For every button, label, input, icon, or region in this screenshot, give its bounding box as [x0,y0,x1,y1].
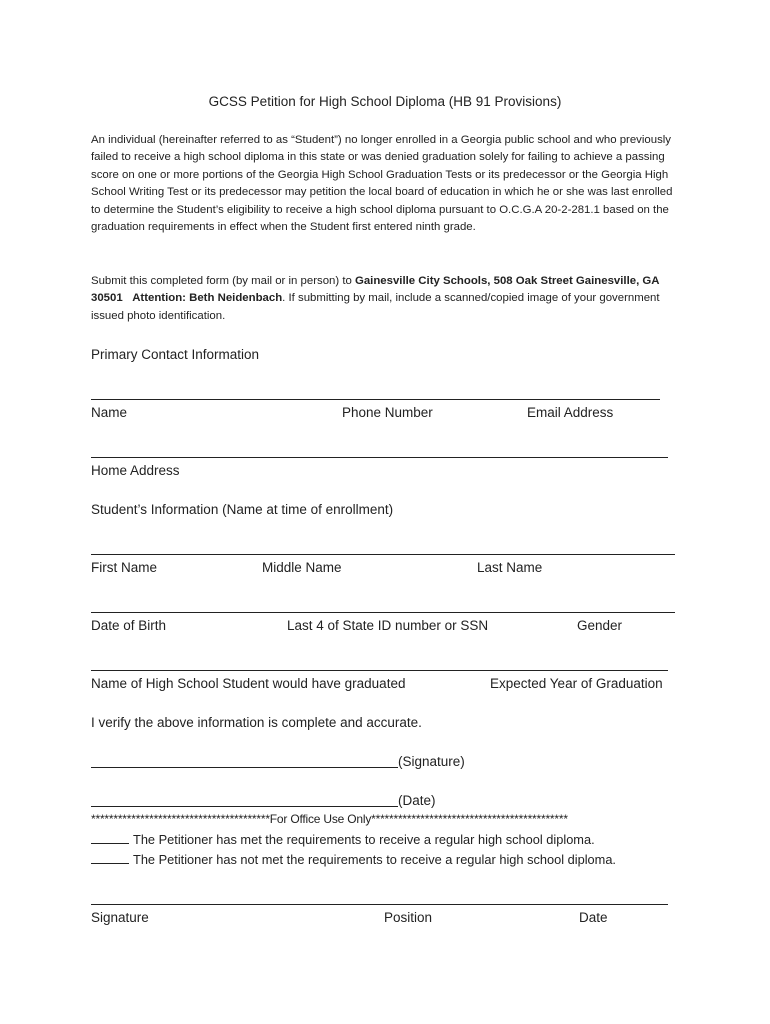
office-date-label: Date [579,910,608,925]
office-position-label: Position [384,910,433,925]
primary-contact-heading: Primary Contact Information [91,347,260,362]
option-not-met-blank[interactable] [91,853,129,864]
gender-label: Gender [577,618,623,633]
phone-label: Phone Number [342,405,433,420]
student-name-field[interactable] [91,554,675,555]
submit-prefix: Submit this completed form (by mail or in person) to [91,275,355,287]
first-name-label: First Name [91,560,158,575]
student-details-field[interactable] [91,612,675,613]
home-address-label: Home Address [91,463,180,478]
middle-name-label: Middle Name [262,560,342,575]
signature-label: (Signature) [398,754,465,769]
option-not-met-text: The Petitioner has not met the requirements to receive a regular high school diploma. [133,852,616,867]
name-label: Name [91,405,128,420]
school-field[interactable] [91,670,668,671]
option-met-row [91,832,595,847]
form-title: GCSS Petition for High School Diploma (HB 91 Provisions) [208,94,562,109]
option-met-blank[interactable] [91,833,129,844]
school-label: Name of High School Student would have graduated [91,676,406,691]
office-use-banner: ****************************************For Office Use Only******************************************** [91,812,568,826]
home-address-field[interactable] [91,457,668,458]
signature-field[interactable] [91,767,398,768]
date-label: (Date) [398,793,436,808]
last-name-label: Last Name [477,560,543,575]
verify-statement: I verify the above information is complete and accurate. [91,715,422,730]
submit-address: Gainesville City Schools, 508 Oak Street Gainesville, GA 30501 [91,275,660,305]
contact-line-field[interactable] [91,399,660,400]
grad-year-label: Expected Year of Graduation [490,676,663,691]
submit-suffix: . If submitting by mail, include a scanned/copied image of your government issued photo identification. [91,292,660,322]
office-signature-field[interactable] [91,904,668,905]
email-label: Email Address [527,405,614,420]
student-info-heading: Student’s Information (Name at time of enrollment) [91,502,394,517]
dob-label: Date of Birth [91,618,167,633]
intro-paragraph: An individual (hereinafter referred to as “Student”) no longer enrolled in a Georgia public school and who previously failed to receive a high school diploma in this state or was denied graduation solely for failing to achieve a passing score on one or more portions of the Georgia High School Graduation Tests or its predecessor or the Georgia High School Writing Test or its predecessor may petition the local board of education in which he or she was last enrolled to determine the Student’s eligibility to receive a high school diploma pursuant to O.C.G.A 20-2-281.1 based on the graduation requirements in effect when the Student first entered ninth grade. [91,134,673,234]
option-not-met-row [91,852,616,867]
office-signature-label: Signature [91,910,149,925]
date-field[interactable] [91,806,398,807]
option-met-text: The Petitioner has met the requirements to receive a regular high school diploma. [133,832,595,847]
submit-attention: Attention: Beth Neidenbach [132,292,283,305]
submit-instructions [91,273,681,325]
state-id-label: Last 4 of State ID number or SSN [287,618,489,633]
